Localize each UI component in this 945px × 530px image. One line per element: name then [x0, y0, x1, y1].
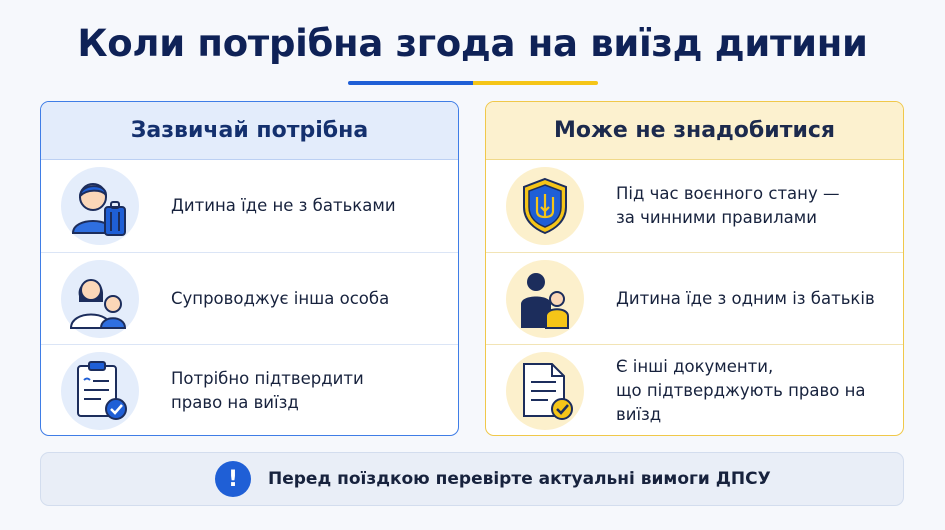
row-text: Дитина їде не з батьками: [171, 196, 396, 215]
page-title: Коли потрібна згода на виїзд дитини: [77, 22, 868, 65]
list-item: [41, 160, 458, 252]
exclamation-icon: !: [215, 461, 251, 497]
card-header: Зазвичай потрібна: [41, 102, 458, 160]
card-may-not-be-needed: [485, 101, 904, 436]
adult-with-child-icon: [61, 260, 139, 338]
child-with-suitcase-icon: [61, 167, 139, 245]
parent-with-child-icon: [506, 260, 584, 338]
card-header: Може не знадобитися: [486, 102, 903, 160]
shield-trident-icon: [506, 167, 584, 245]
row-text: Під час воєнного стану — за чинними правилами: [616, 184, 840, 227]
list-item: [486, 160, 903, 252]
card-usually-required: [40, 101, 459, 436]
title-underline: [348, 81, 598, 85]
row-text: Дитина їде з одним із батьків: [616, 288, 875, 308]
row-text: Супроводжує інша особа: [171, 288, 390, 308]
list-item: [486, 344, 903, 436]
list-item: [486, 252, 903, 344]
notice-banner: [40, 452, 904, 506]
clipboard-check-icon: [61, 352, 139, 430]
list-item: [41, 344, 458, 436]
row-text: Потрібно підтвердити право на виїзд: [171, 368, 364, 412]
list-item: [41, 252, 458, 344]
document-check-icon: [506, 352, 584, 430]
row-text: Є інші документи, що підтверджують право на виїзд: [616, 356, 866, 424]
notice-text: Перед поїздкою перевірте актуальні вимоги ДПСУ: [268, 469, 771, 489]
